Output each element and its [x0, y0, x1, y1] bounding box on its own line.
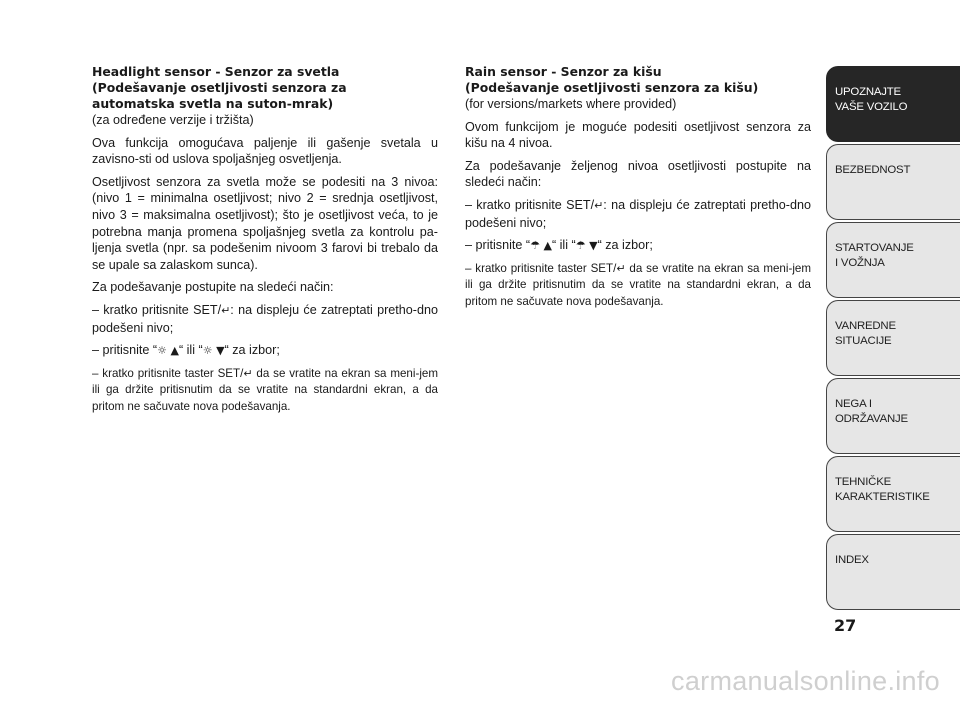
- tab-label: INDEX: [835, 554, 869, 566]
- tab-label: STARTOVANJE: [835, 242, 914, 254]
- step-3: [465, 261, 811, 311]
- tab-label: BEZBEDNOST: [835, 164, 911, 176]
- availability-note: (za određene verzije i tržišta): [92, 113, 254, 127]
- watermark: carmanualsonline.info: [671, 666, 940, 696]
- left-column: [92, 64, 438, 422]
- heading-line: (Podešavanje osetljivosti senzora za kišu): [465, 80, 759, 95]
- tab-vanredne-situacije[interactable]: [826, 300, 960, 376]
- step-2: [465, 237, 811, 255]
- step-text: da se vratite na ekran sa meni-jem ili ga držite pritisnutim da se vratite na standardni ekran, a da pritom ne sačuvate nova podešavanja.: [92, 366, 439, 413]
- light-icon: ☼: [202, 344, 213, 358]
- step-text: – kratko pritisnite SET/: [92, 302, 222, 317]
- step-1: [92, 302, 438, 336]
- tab-nega-i-odrzavanje[interactable]: [826, 378, 960, 454]
- paragraph: Za podešavanje željenog nivoa osetljivosti postupite na sledeći način:: [465, 158, 811, 190]
- heading-line: Headlight sensor - Senzor za svetla: [92, 64, 340, 79]
- down-arrow-icon: ▼: [216, 344, 225, 358]
- tab-startovanje-i-voznja[interactable]: [826, 222, 960, 298]
- step-text: – pritisnite “: [92, 343, 158, 358]
- heading-line: (Podešavanje osetljivosti senzora za: [92, 80, 347, 95]
- paragraph: Ovom funkcijom je moguće podesiti osetljivost senzora za kišu na 4 nivoa.: [465, 119, 811, 151]
- tab-label: KARAKTERISTIKE: [835, 490, 930, 503]
- headlight-sensor-heading: [92, 64, 438, 112]
- heading-line: Rain sensor - Senzor za kišu: [465, 64, 662, 79]
- rain-sensor-heading: [465, 64, 811, 96]
- tab-label: TEHNIČKE: [835, 476, 891, 488]
- tab-index[interactable]: [826, 534, 960, 610]
- tab-label: SITUACIJE: [835, 334, 892, 347]
- enter-icon: ↵: [221, 303, 231, 317]
- tab-label: VANREDNE: [835, 320, 896, 332]
- step-3: [92, 366, 438, 416]
- step-text: “ za izbor;: [224, 343, 280, 358]
- page-number: 27: [834, 616, 857, 635]
- tab-upoznajte-vase-vozilo[interactable]: [826, 66, 960, 142]
- enter-icon: ↵: [616, 261, 626, 275]
- paragraph: Osetljivost senzora za svetla može se podesiti na 3 nivoa: (nivo 1 = minimalna osetljivost; nivo 2 = srednja osetljivost, nivo 3 = maksimalna osetljivost); što je osetljivost veća, to je potrebna manja promena spoljašnjeg svetla za kontrolu pa-ljenja svetla (npr. sa podešenim nivoom 3 farovi bi trebalo da se upale sa zalaskom sunca).: [92, 174, 438, 272]
- step-text: “ ili “: [178, 343, 203, 358]
- tab-label: I VOŽNJA: [835, 256, 885, 269]
- paragraph: Za podešavanje postupite na sledeći način:: [92, 280, 334, 295]
- rain-icon: ☂: [530, 239, 540, 253]
- step-text: – pritisnite “: [465, 238, 531, 253]
- availability-note: (for versions/markets where provided): [465, 97, 677, 111]
- step-text: – kratko pritisnite taster SET/: [92, 366, 244, 380]
- enter-icon: ↵: [243, 366, 253, 380]
- tab-label: ODRŽAVANJE: [835, 412, 908, 425]
- heading-line: automatska svetla na suton-mrak): [92, 96, 334, 111]
- step-2: [92, 342, 438, 360]
- right-column: [465, 64, 811, 317]
- up-arrow-icon: ▲: [170, 344, 179, 358]
- tab-label: UPOZNAJTE: [835, 86, 901, 98]
- chapter-tabs: [826, 66, 960, 612]
- step-text: : na displeju će zatreptati pretho-dno podešeni nivo;: [465, 197, 811, 230]
- step-text: : na displeju će zatreptati pretho-dno podešeni nivo;: [92, 302, 438, 335]
- paragraph: Ova funkcija omogućava paljenje ili gašenje svetala u zavisno-sti od uslova spoljašnjeg osvetljenja.: [92, 135, 438, 167]
- step-1: [465, 197, 811, 231]
- enter-icon: ↵: [594, 198, 604, 212]
- step-text: – kratko pritisnite SET/: [465, 197, 595, 212]
- down-arrow-icon: ▼: [589, 239, 598, 253]
- tab-label: VAŠE VOZILO: [835, 100, 908, 113]
- step-text: da se vratite na ekran sa meni-jem ili ga držite pritisnutim da se vratite na standardni ekran, a da pritom ne sačuvate nova podešavanja.: [465, 261, 812, 308]
- step-text: – kratko pritisnite taster SET/: [465, 261, 617, 275]
- up-arrow-icon: ▲: [543, 239, 552, 253]
- rain-icon: ☂: [575, 239, 586, 253]
- tab-label: NEGA I: [835, 398, 872, 410]
- step-text: “ za izbor;: [597, 238, 653, 253]
- tab-tehnicke-karakteristike[interactable]: [826, 456, 960, 532]
- tab-bezbednost[interactable]: [826, 144, 960, 220]
- step-text: “ ili “: [551, 238, 576, 253]
- light-icon: ☼: [157, 344, 167, 358]
